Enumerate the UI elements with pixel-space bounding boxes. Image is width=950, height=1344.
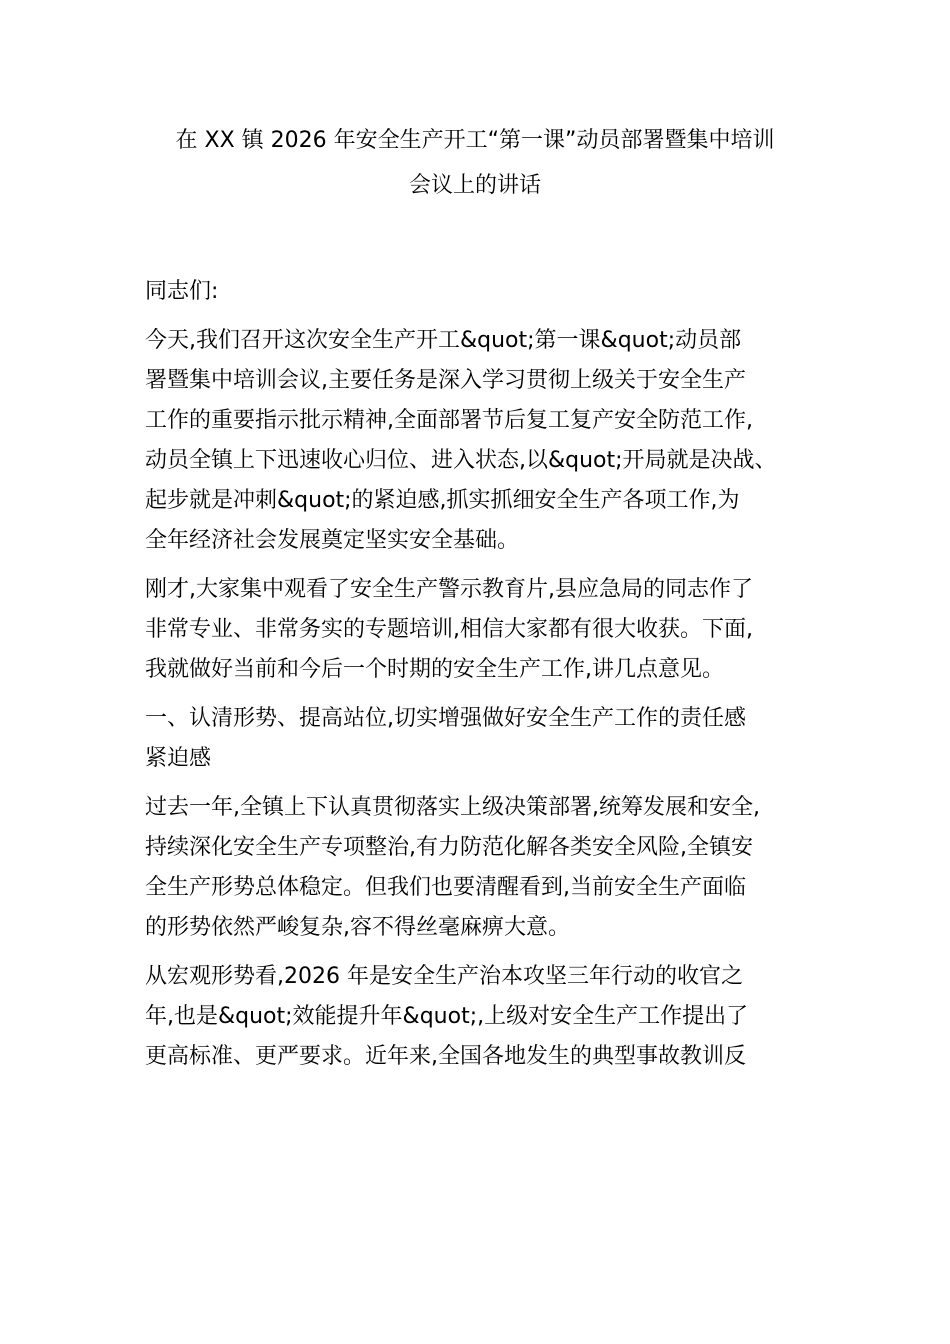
document-title xyxy=(130,118,820,208)
paragraph-line: 持续深化安全生产专项整治,有力防范化解各类安全风险,全镇安 xyxy=(145,835,753,860)
paragraph-line: 工作的重要指示批示精神,全面部署节后复工复产安全防范工作, xyxy=(145,408,753,433)
paragraph-line: 署暨集中培训会议,主要任务是深入学习贯彻上级关于安全生产 xyxy=(145,368,746,393)
section-heading-1 xyxy=(145,699,815,779)
title-line-2: 会议上的讲话 xyxy=(408,173,541,198)
paragraph-line: 更高标准、更严要求。近年来,全国各地发生的典型事故教训反 xyxy=(145,1044,746,1069)
paragraph-line: 的形势依然严峻复杂,容不得丝毫麻痹大意。 xyxy=(145,915,570,940)
paragraph-line: 全年经济社会发展奠定坚实安全基础。 xyxy=(145,528,520,553)
paragraph-line: 年,也是&quot;效能提升年&quot;,上级对安全生产工作提出了 xyxy=(145,1004,749,1029)
paragraph-3 xyxy=(145,788,815,948)
paragraph-line: 今天,我们召开这次安全生产开工&quot;第一课&quot;动员部 xyxy=(145,328,742,353)
paragraph-4 xyxy=(145,957,815,1077)
title-line-1: 在 XX 镇 2026 年安全生产开工“第一课”动员部署暨集中培训 xyxy=(175,128,775,153)
paragraph-1 xyxy=(145,321,815,561)
document-body xyxy=(145,272,815,1086)
heading-line: 一、认清形势、提高站位,切实增强做好安全生产工作的责任感 xyxy=(145,706,746,731)
salutation: 同志们: xyxy=(145,279,219,304)
paragraph-line: 刚才,大家集中观看了安全生产警示教育片,县应急局的同志作了 xyxy=(145,577,753,602)
paragraph-line: 非常专业、非常务实的专题培训,相信大家都有很大收获。下面, xyxy=(145,617,753,642)
paragraph-line: 动员全镇上下迅速收心归位、进入状态,以&quot;开局就是决战、 xyxy=(145,448,777,473)
paragraph-2 xyxy=(145,570,815,690)
paragraph-line: 起步就是冲刺&quot;的紧迫感,抓实抓细安全生产各项工作,为 xyxy=(145,488,740,513)
paragraph-line: 从宏观形势看,2026 年是安全生产治本攻坚三年行动的收官之 xyxy=(145,964,743,989)
paragraph-line: 全生产形势总体稳定。但我们也要清醒看到,当前安全生产面临 xyxy=(145,875,746,900)
paragraph-line: 我就做好当前和今后一个时期的安全生产工作,讲几点意见。 xyxy=(145,657,724,682)
paragraph-line: 过去一年,全镇上下认真贯彻落实上级决策部署,统筹发展和安全, xyxy=(145,795,760,820)
heading-line: 紧迫感 xyxy=(145,746,212,771)
